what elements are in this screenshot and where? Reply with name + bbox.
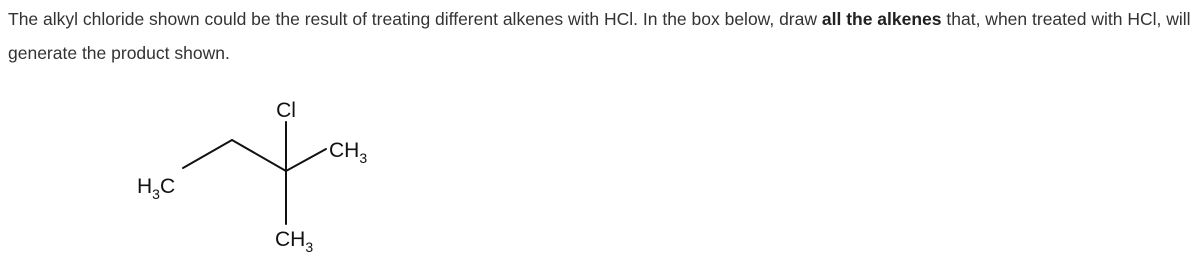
right-methyl-main: CH (329, 139, 360, 162)
question-text-start: The alkyl chloride shown could be the result of treating different alkenes with HCl. In the box below, draw (8, 9, 822, 29)
bond-quaternary-carbon-to-ch3-right (286, 149, 326, 171)
bottom-methyl-label (275, 228, 313, 255)
right-methyl-subscript: 3 (359, 150, 368, 166)
bond-ch2-to-quaternary-carbon (232, 140, 286, 171)
right-methyl-label (329, 139, 367, 166)
bottom-methyl-main: CH (275, 228, 306, 251)
left-methyl-h: H (137, 175, 153, 198)
question-emphasis: all the alkenes (821, 9, 942, 29)
bond-ch3-left-to-ch2 (183, 140, 232, 168)
bottom-methyl-subscript: 3 (305, 239, 314, 255)
left-methyl-label (137, 175, 175, 202)
left-methyl-subscript: 3 (152, 186, 160, 202)
question-text-end: that, when treated with HCl, will generate the product shown. (8, 9, 1191, 63)
left-methyl-c: C (159, 175, 176, 198)
chlorine-atom-label: Cl (276, 99, 296, 122)
